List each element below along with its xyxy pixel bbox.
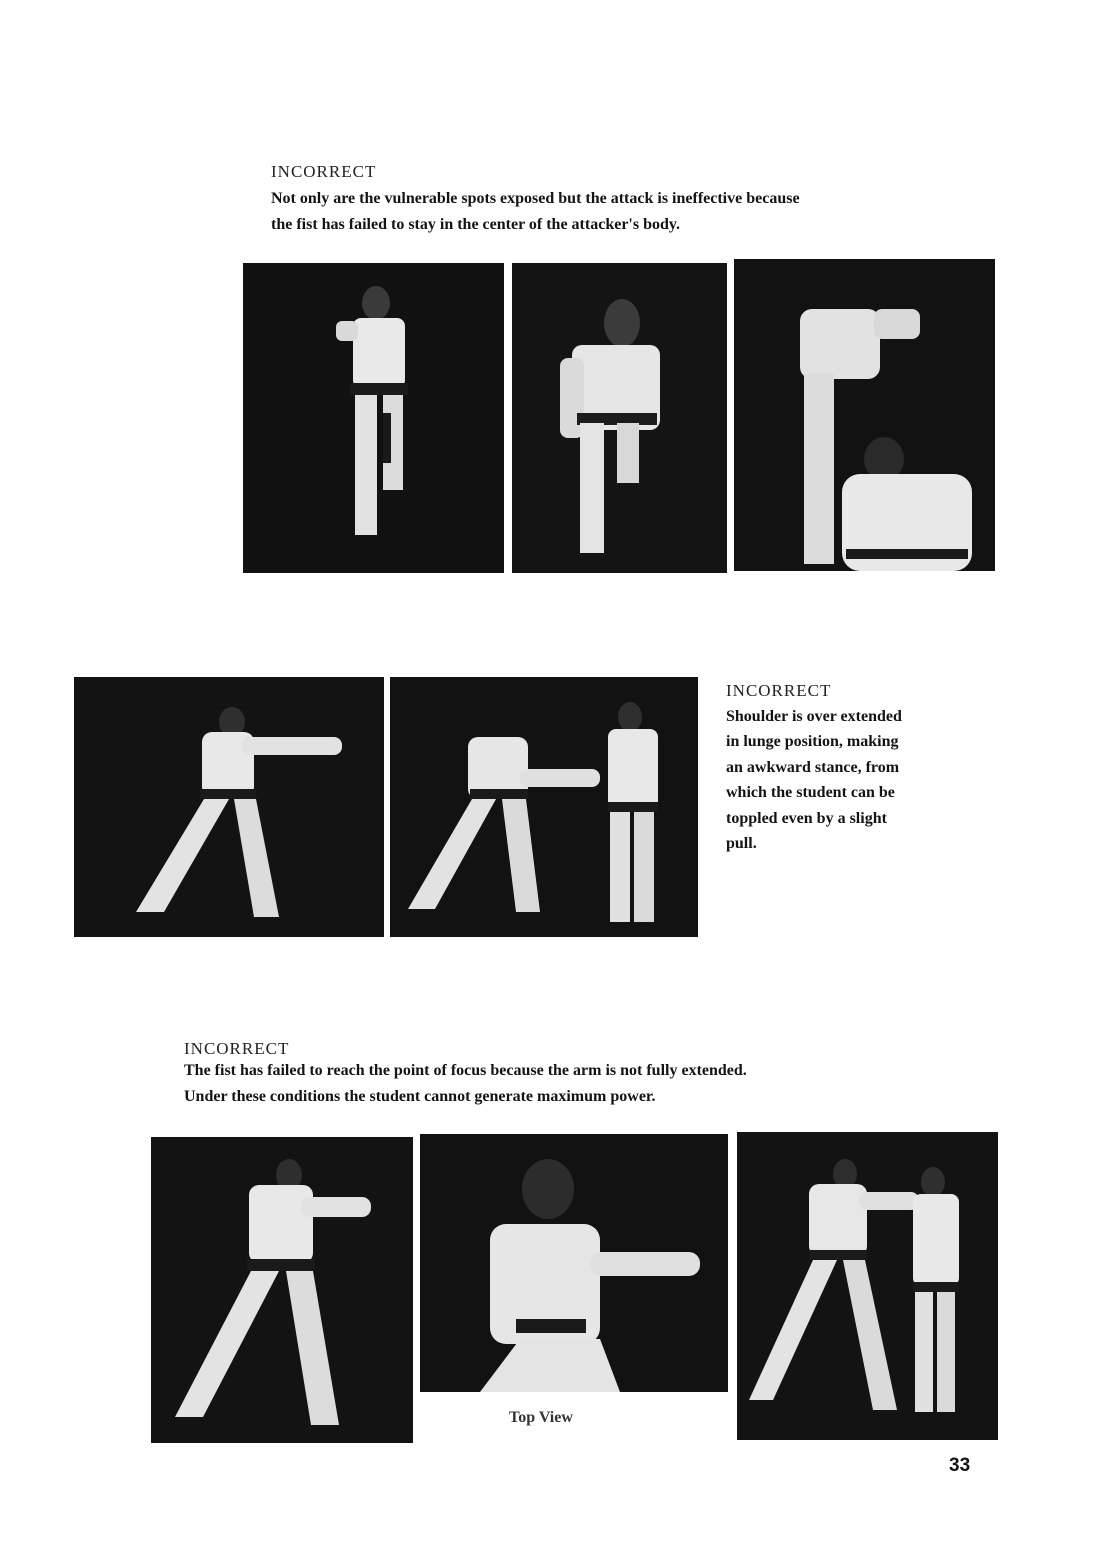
photo-front-punch-off-center: [243, 263, 504, 573]
section-2-line-3: an awkward stance, from: [726, 759, 900, 776]
photo-overextended-lunge-with-partner: [390, 677, 698, 937]
photo-punch-on-partner: [734, 259, 995, 571]
top-view-caption: Top View: [509, 1409, 573, 1426]
section-1-line-2: the fist has failed to stay in the center of the attacker's body.: [271, 216, 680, 233]
section-1-line-1: Not only are the vulnerable spots exposed but the attack is ineffective because: [271, 190, 800, 207]
section-2-line-1: Shoulder is over extended: [726, 708, 902, 725]
photo-overextended-lunge: [74, 677, 384, 937]
photo-short-punch: [151, 1137, 413, 1443]
section-2-line-6: pull.: [726, 835, 757, 852]
section-1-heading: INCORRECT: [271, 162, 377, 181]
section-2-line-5: toppled even by a slight: [726, 810, 887, 827]
section-2-heading: INCORRECT: [726, 681, 832, 700]
photo-short-punch-top-view: [420, 1134, 728, 1392]
photo-short-punch-with-partner: [737, 1132, 998, 1440]
section-2-line-2: in lunge position, making: [726, 733, 899, 750]
section-2-line-4: which the student can be: [726, 784, 895, 801]
section-3-heading: INCORRECT: [184, 1039, 290, 1058]
photo-front-punch-closeup: [512, 263, 727, 573]
section-3-line-1: The fist has failed to reach the point of focus because the arm is not fully extended.: [184, 1062, 747, 1079]
page-number: 33: [949, 1455, 971, 1476]
section-3-line-2: Under these conditions the student cannot generate maximum power.: [184, 1088, 656, 1105]
